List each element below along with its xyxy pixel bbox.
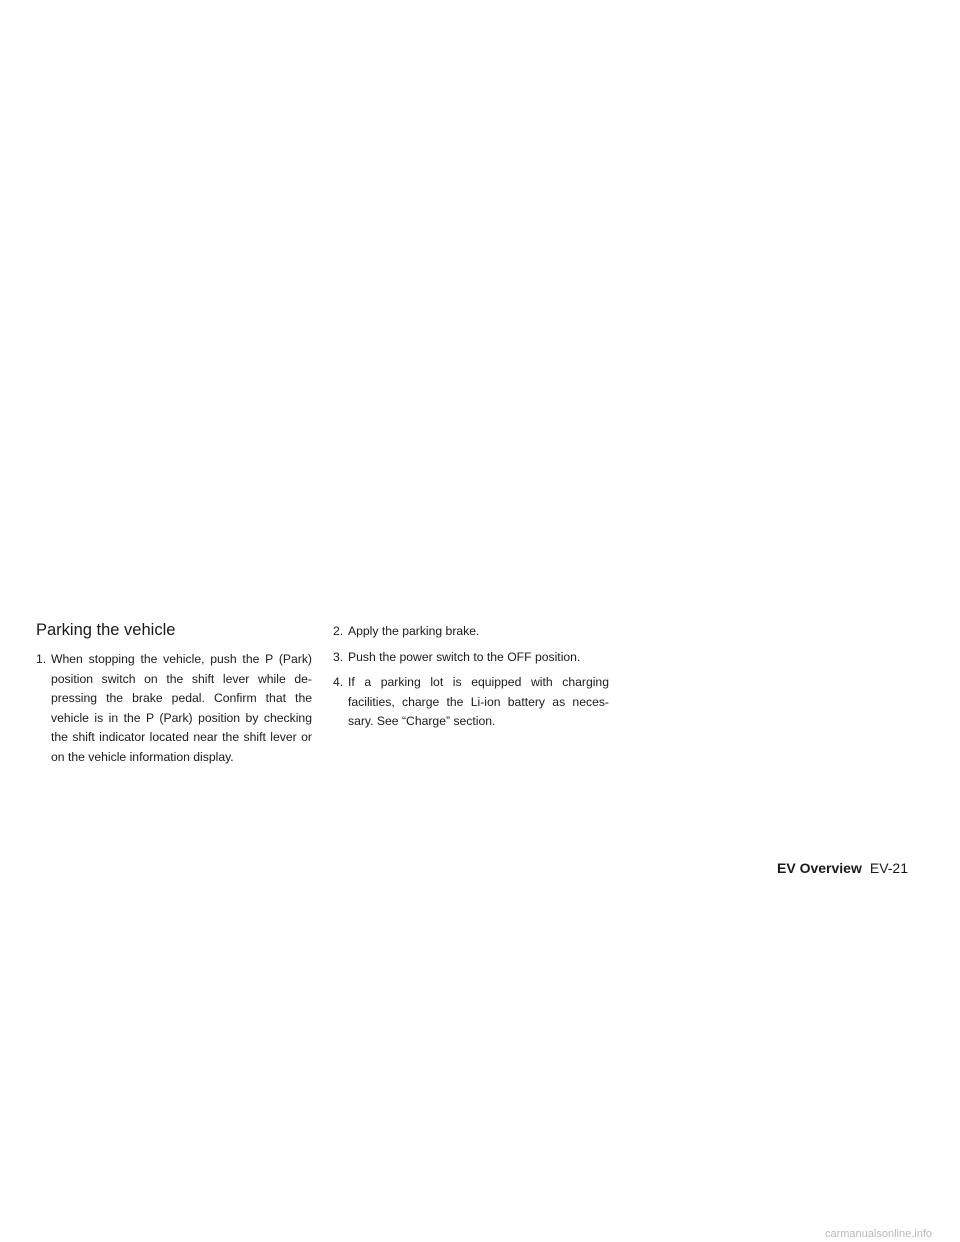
step-item [333, 622, 609, 642]
step-text: Apply the parking brake. [348, 624, 480, 638]
step-number: 4. [333, 675, 344, 690]
step-number: 1. [36, 652, 47, 666]
steps-list-right [333, 622, 609, 732]
page-footer [777, 860, 908, 876]
steps-list-left [36, 650, 312, 768]
step-number: 3. [333, 649, 344, 664]
right-column [333, 622, 609, 738]
step-number: 2. [333, 624, 344, 638]
step-text: Push the power switch to the OFF position. [348, 649, 581, 664]
step-item [333, 648, 609, 668]
left-column [36, 650, 312, 774]
watermark-text: carmanualsonline.info [824, 1228, 932, 1240]
step-text: If a parking lot is equipped with charging facilities, charge the Li-ion battery as neces-sary. See “Charge” section. [348, 675, 609, 729]
page-number: EV-21 [869, 860, 908, 876]
section-title: Parking the vehicle [36, 621, 176, 639]
step-item [36, 650, 312, 768]
step-item [333, 673, 609, 732]
step-text: When stopping the vehicle, push the P (Park) position switch on the shift lever while de-pressing the brake pedal. Confirm that the vehicle is in the P (Park) position by checking the shift indicator located near the shift lever or on the vehicle information display. [51, 652, 312, 764]
footer-section-name: EV Overview [777, 860, 862, 876]
